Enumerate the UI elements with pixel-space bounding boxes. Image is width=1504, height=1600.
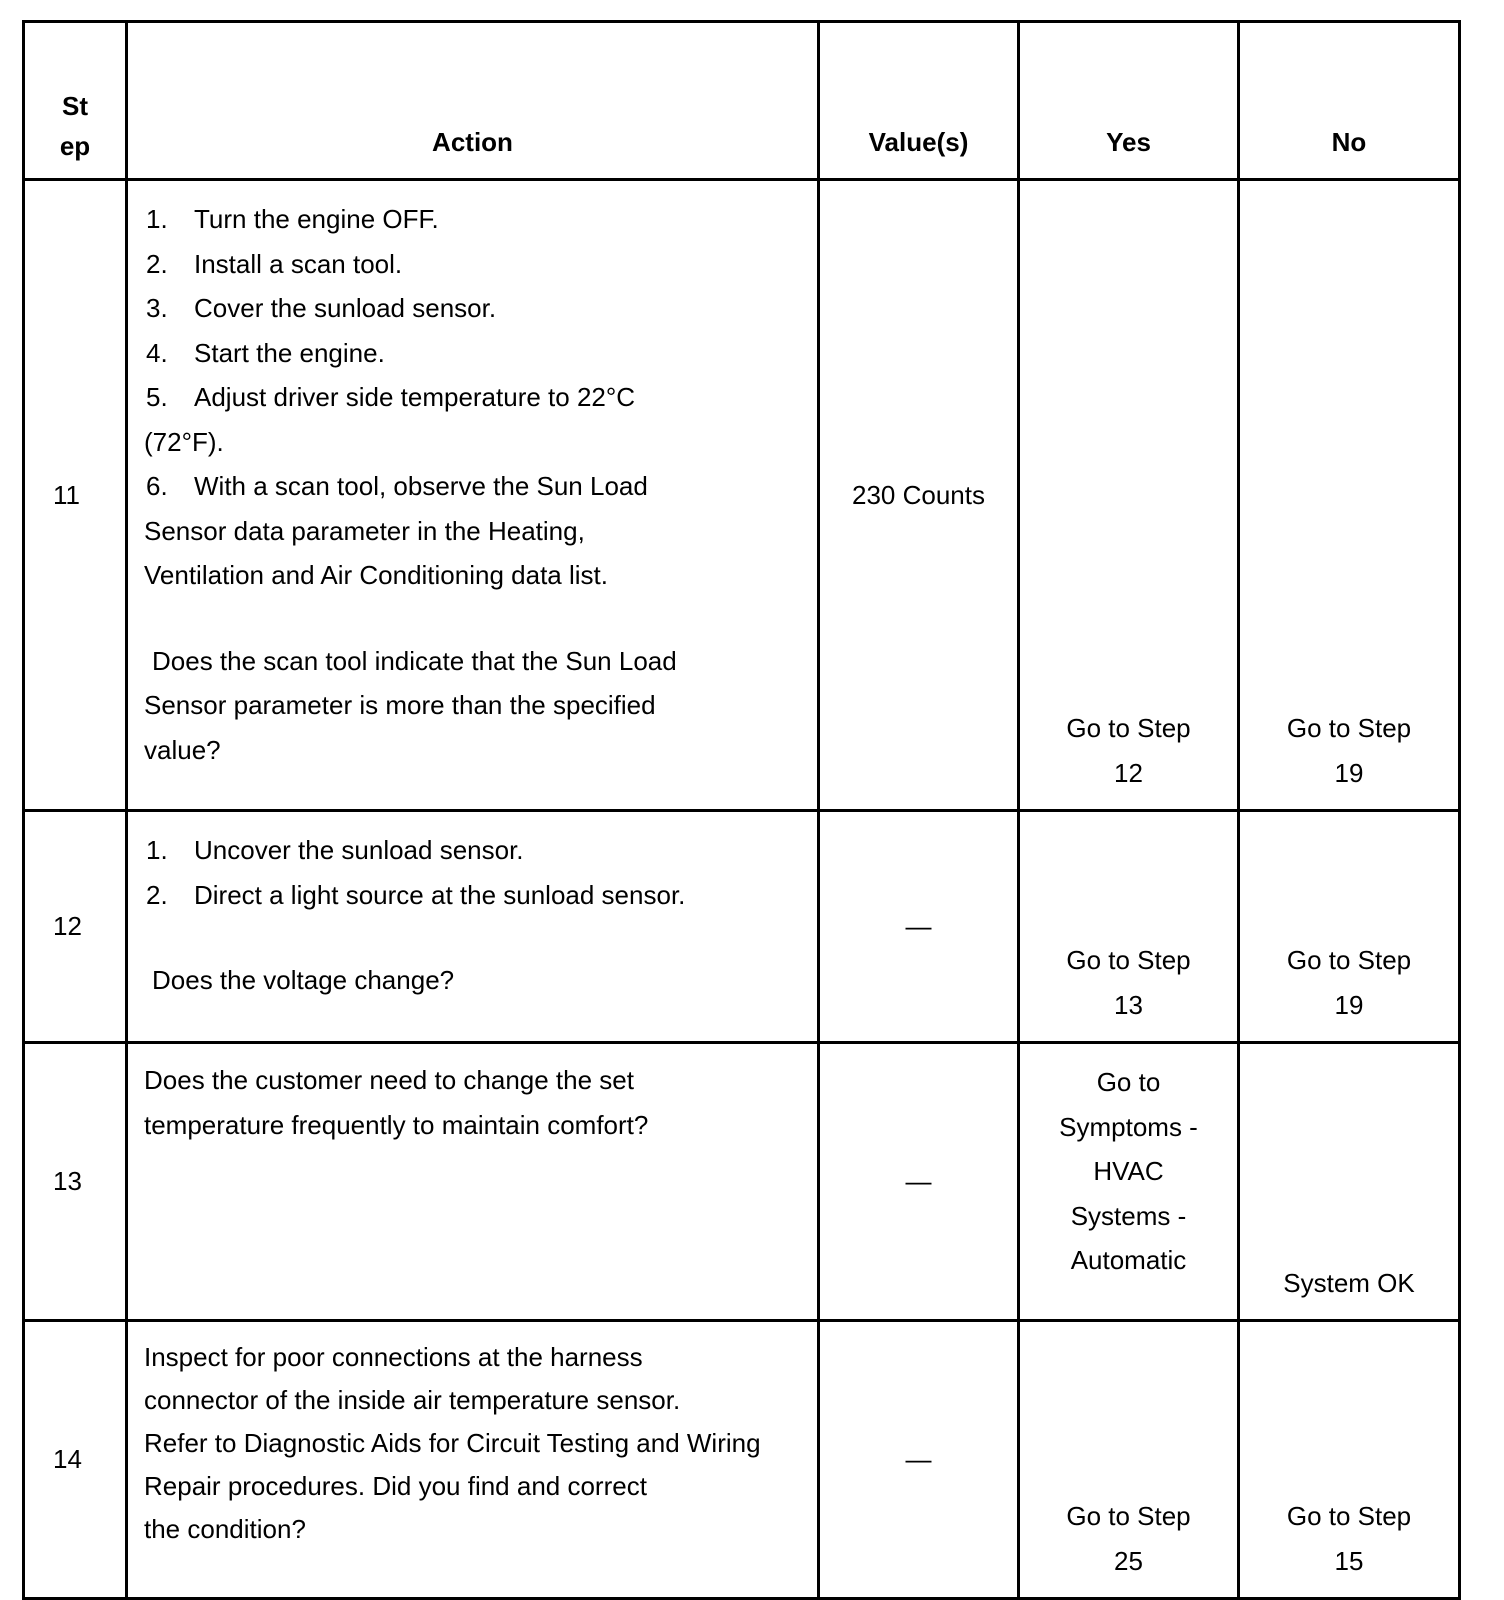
action-cell [127,811,819,1043]
step-number: 14 [24,1321,127,1599]
action-question: Does the scan tool indicate that the Sun Load [152,645,677,676]
action-question: temperature frequently to maintain comfort? [144,1109,649,1140]
action-cell [127,180,819,811]
action-question: connector of the inside air temperature sensor. [144,1385,681,1415]
table-row [24,811,1460,1043]
action-question: Does the voltage change? [152,965,455,995]
header-action: Action [127,22,819,180]
action-question: value? [144,734,221,765]
value-cell: — [819,811,1019,1043]
action-step: 1. Uncover the sunload sensor. [146,835,524,865]
value-cell: 230 Counts [819,180,1019,811]
yes-cell: Go to Step 13 [1019,811,1239,1043]
table-header-row [24,22,1460,180]
step-number: 13 [24,1043,127,1321]
action-step: 6. With a scan tool, observe the Sun Load [146,471,648,501]
value-cell: — [819,1321,1019,1599]
action-cell [127,1043,819,1321]
action-question: Refer to Diagnostic Aids for Circuit Testing and Wiring [144,1428,761,1458]
header-values: Value(s) [819,22,1019,180]
action-question: Repair procedures. Did you find and correct [144,1471,647,1501]
header-step: St ep [24,22,127,180]
table-row [24,1043,1460,1321]
header-yes: Yes [1019,22,1239,180]
no-cell: Go to Step 19 [1239,180,1460,811]
action-step: 2. Install a scan tool. [146,248,403,279]
action-question: Sensor parameter is more than the specified [144,690,656,720]
yes-cell: Go to Step 12 [1019,180,1239,811]
action-cell [127,1321,819,1599]
value-cell: — [819,1043,1019,1321]
step-number: 11 [24,180,127,811]
yes-cell: Go to Step 25 [1019,1321,1239,1599]
diagnostic-table [22,20,1461,1600]
no-cell: Go to Step 19 [1239,811,1460,1043]
action-step: 2. Direct a light source at the sunload sensor. [146,879,686,910]
header-no: No [1239,22,1460,180]
action-step: 1. Turn the engine OFF. [146,204,439,234]
action-step: 3. Cover the sunload sensor. [146,293,497,323]
action-question: Does the customer need to change the set [144,1065,634,1095]
action-step: 5. Adjust driver side temperature to 22°C [146,382,636,412]
table-row [24,180,1460,811]
action-step: 4. Start the engine. [146,337,385,368]
action-continuation: Ventilation and Air Conditioning data list. [144,560,608,590]
action-question: the condition? [144,1514,306,1544]
no-cell: System OK [1239,1043,1460,1321]
step-number: 12 [24,811,127,1043]
action-continuation: Sensor data parameter in the Heating, [144,515,585,546]
yes-cell: Go to Symptoms - HVAC Systems - Automatic [1019,1043,1239,1321]
table-row [24,1321,1460,1599]
action-question: Inspect for poor connections at the harness [144,1342,643,1372]
action-continuation: (72°F). [144,426,224,457]
no-cell: Go to Step 15 [1239,1321,1460,1599]
